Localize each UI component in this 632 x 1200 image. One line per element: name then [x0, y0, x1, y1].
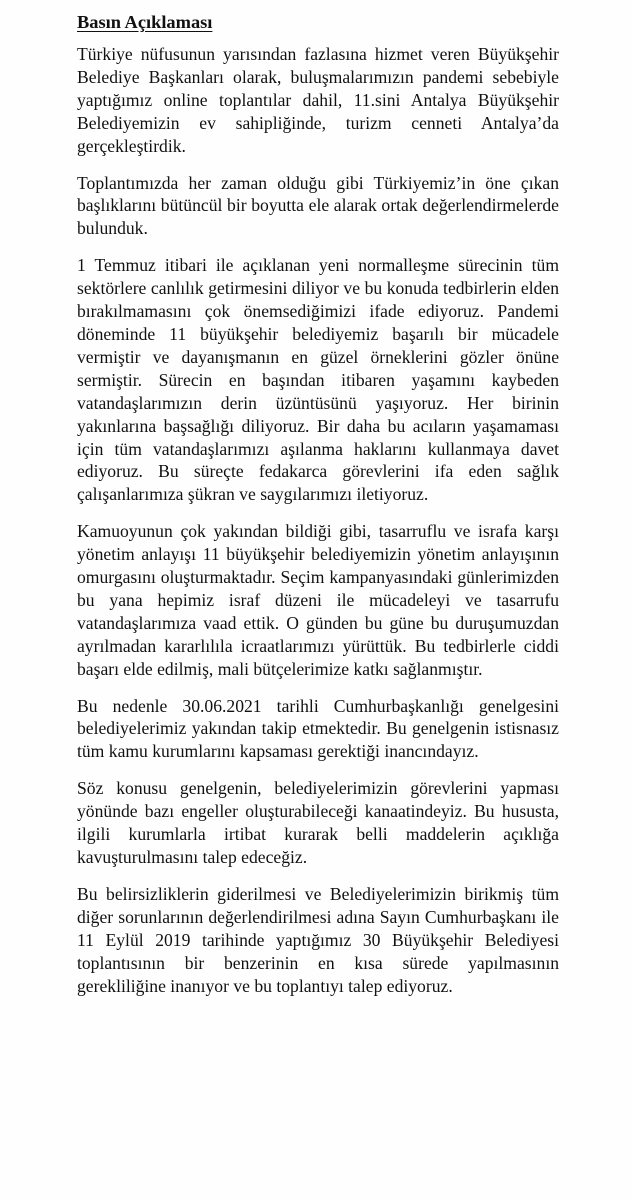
paragraph-normalization: 1 Temmuz itibari ile açıklanan yeni normalleşme sürecinin tüm sektörlere canlılık getirmesini diliyor ve bu konuda tedbirlerin elden bırakılmamasını çok önemsediğimizi ifade ediyoruz. Pandemi döneminde 11 büyükşehir belediyemiz başarılı bir mücadele vermiştir ve dayanışmanın en güzel örneklerini gözler önüne sermiştir. Sürecin en başından itibaren yaşamını kaybeden vatandaşlarımızın derin üzüntüsünü yaşıyoruz. Her birinin yakınlarına başsağlığı diliyoruz. Bir daha bu acıların yaşamaması için tüm vatandaşlarımızı aşılanma haklarını kullanmaya davet ediyoruz. Bu süreçte fedakarca görevlerini ifa eden sağlık çalışanlarımıza şükran ve saygılarımızı iletiyoruz.	[77, 255, 559, 505]
document-body	[77, 8, 559, 1011]
document-title: Basın Açıklaması	[77, 12, 213, 32]
paragraph-meeting-intro: Türkiye nüfusunun yarısından fazlasına hizmet veren Büyükşehir Belediye Başkanları olarak, buluşmalarımızın pandemi sebebiyle yaptığımız online toplantılar dahil, 11.sini Antalya Büyükşehir Belediyemizin ev sahipliğinde, turizm cenneti Antalya’da gerçekleştirdik.	[77, 44, 559, 156]
paragraph-savings: Kamuoyunun çok yakından bildiği gibi, tasarruflu ve israfa karşı yönetim anlayışı 11 büyükşehir belediyemizin yönetim anlayışının omurgasını oluşturmaktadır. Seçim kampanyasındaki günlerimizden bu yana hepimiz israf düzeni ile mücadeleyi ve tasarrufu vatandaşlarımıza vaad ettik. O günden bu güne bu duruşumuzdan ayrılmadan kararlılıla icraatlarımızı yürüttük. Bu tedbirlerle ciddi başarı elde edilmiş, mali bütçelerimize katkı sağlanmıştır.	[77, 521, 559, 679]
paragraph-circular: Bu nedenle 30.06.2021 tarihli Cumhurbaşkanlığı genelgesini belediyelerimiz yakından takip etmektedir. Bu genelgenin istisnasız tüm kamu kurumlarını kapsaması gerektiği inancındayız.	[77, 695, 559, 762]
paragraph-obstacles: Söz konusu genelgenin, belediyelerimizin görevlerini yapması yönünde bazı engeller oluşturabileceği kanaatindeyiz. Bu hususta, ilgili kurumlarla irtibat kurarak belli maddelerin açıklığa kavuşturulmasını talep edeceğiz.	[77, 778, 559, 867]
paragraph-meeting-request: Bu belirsizliklerin giderilmesi ve Belediyelerimizin birikmiş tüm diğer sorunlarının değerlendirilmesi adına Sayın Cumhurbaşkanı ile 11 Eylül 2019 tarihinde yaptığımız 30 Büyükşehir Belediyesi toplantısının bir benzerinin en kısa sürede yapılmasının gerekliliğine inanıyor ve bu toplantıyı talep ediyoruz.	[77, 883, 559, 996]
paragraph-evaluations: Toplantımızda her zaman olduğu gibi Türkiyemiz’in öne çıkan başlıklarını bütüncül bir boyutta ele alarak ortak değerlendirmelerde bulunduk.	[77, 172, 559, 239]
